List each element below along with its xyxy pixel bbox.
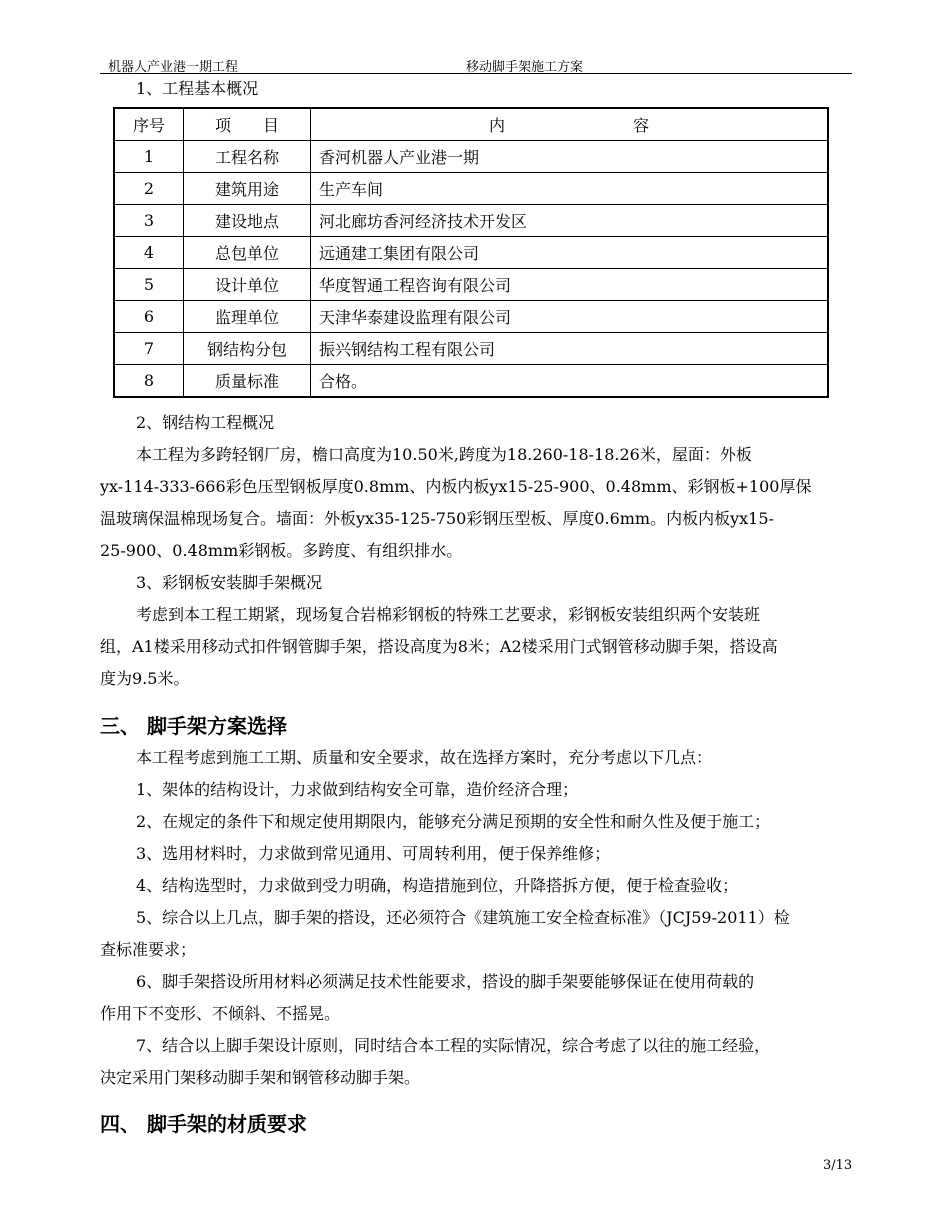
section-3-title: 3、彩钢板安装脚手架概况 (136, 573, 323, 592)
section-1-title: 1、工程基本概况 (136, 79, 259, 98)
table-row (114, 173, 828, 205)
table-row (114, 333, 828, 365)
row-content: 远通建工集团有限公司 (311, 237, 829, 269)
paragraph-line: 3、选用材料时，力求做到常见通用、可周转利用，便于保养维修； (136, 844, 611, 863)
paragraph-line: 6、脚手架搭设所用材料必须满足技术性能要求，搭设的脚手架要能够保证在使用荷载的 (136, 972, 755, 991)
header-doc-title: 移动脚手架施工方案 (466, 60, 584, 75)
table-header-row (114, 108, 828, 141)
paragraph-line: 考虑到本工程工期紧，现场复合岩棉彩钢板的特殊工艺要求，彩钢板安装组织两个安装班 (136, 605, 761, 624)
table-header-item: 项 目 (184, 108, 311, 141)
row-no: 5 (114, 269, 184, 301)
row-item: 质量标准 (184, 365, 311, 398)
table-row (114, 205, 828, 237)
header-project-name: 机器人产业港一期工程 (108, 60, 239, 75)
row-content: 生产车间 (311, 173, 829, 205)
heading-section-three: 三、 脚手架方案选择 (100, 714, 287, 738)
row-content: 华度智通工程咨询有限公司 (311, 269, 829, 301)
row-content: 振兴钢结构工程有限公司 (311, 333, 829, 365)
table-row (114, 237, 828, 269)
heading-section-four: 四、 脚手架的材质要求 (100, 1112, 307, 1136)
table-row (114, 301, 828, 333)
row-content: 天津华泰建设监理有限公司 (311, 301, 829, 333)
row-no: 8 (114, 365, 184, 398)
section-2-title: 2、钢结构工程概况 (136, 413, 275, 432)
paragraph-line: 组，A1楼采用移动式扣件钢管脚手架，搭设高度为8米；A2楼采用门式钢管移动脚手架，搭设高 (100, 637, 778, 656)
paragraph-line: 2、在规定的条件下和规定使用期限内，能够充分满足预期的安全性和耐久性及便于施工； (136, 812, 771, 831)
paragraph-line: 查标准要求； (100, 940, 197, 959)
paragraph-line: 本工程考虑到施工工期、质量和安全要求，故在选择方案时，充分考虑以下几点： (136, 748, 713, 767)
row-item: 设计单位 (184, 269, 311, 301)
paragraph-line: 5、综合以上几点，脚手架的搭设，还必须符合《建筑施工安全检查标准》（JCJ59-2011）检 (136, 908, 790, 927)
paragraph-line: 本工程为多跨轻钢厂房，檐口高度为10.50米,跨度为18.260-18-18.26米，屋面：外板 (136, 445, 752, 464)
row-content: 香河机器人产业港一期 (311, 141, 829, 173)
row-no: 7 (114, 333, 184, 365)
row-item: 建筑用途 (184, 173, 311, 205)
paragraph-line: 25-900、0.48mm彩钢板。多跨度、有组织排水。 (100, 541, 463, 560)
paragraph-line: 作用下不变形、不倾斜、不摇晃。 (100, 1004, 341, 1023)
row-item: 建设地点 (184, 205, 311, 237)
paragraph-line: yx-114-333-666彩色压型钢板厚度0.8mm、内板内板yx15-25-900、0.48mm、彩钢板+100厚保 (100, 477, 812, 496)
paragraph-line: 度为9.5米。 (100, 669, 190, 688)
row-no: 1 (114, 141, 184, 173)
paragraph-line: 7、结合以上脚手架设计原则，同时结合本工程的实际情况，综合考虑了以往的施工经验， (136, 1036, 771, 1055)
row-item: 工程名称 (184, 141, 311, 173)
table-header-content: 内 容 (311, 108, 829, 141)
paragraph-line: 1、架体的结构设计，力求做到结构安全可靠，造价经济合理； (136, 780, 579, 799)
paragraph-line: 决定采用门架移动脚手架和钢管移动脚手架。 (100, 1068, 421, 1087)
page-number: 3/13 (823, 1158, 853, 1173)
page-header (100, 54, 852, 74)
paragraph-line: 温玻璃保温棉现场复合。墙面：外板yx35-125-750彩钢压型板、厚度0.6mm。内板内板yx15- (100, 509, 774, 528)
table-row (114, 269, 828, 301)
row-no: 3 (114, 205, 184, 237)
paragraph-line: 4、结构选型时，力求做到受力明确，构造措施到位，升降搭拆方便，便于检查验收； (136, 876, 739, 895)
row-item: 监理单位 (184, 301, 311, 333)
table-row (114, 365, 828, 398)
row-no: 6 (114, 301, 184, 333)
project-overview-table (113, 107, 829, 398)
row-item: 钢结构分包 (184, 333, 311, 365)
table-row (114, 141, 828, 173)
row-item: 总包单位 (184, 237, 311, 269)
row-no: 4 (114, 237, 184, 269)
table-header-no: 序号 (114, 108, 184, 141)
row-no: 2 (114, 173, 184, 205)
row-content: 河北廊坊香河经济技术开发区 (311, 205, 829, 237)
row-content: 合格。 (311, 365, 829, 398)
